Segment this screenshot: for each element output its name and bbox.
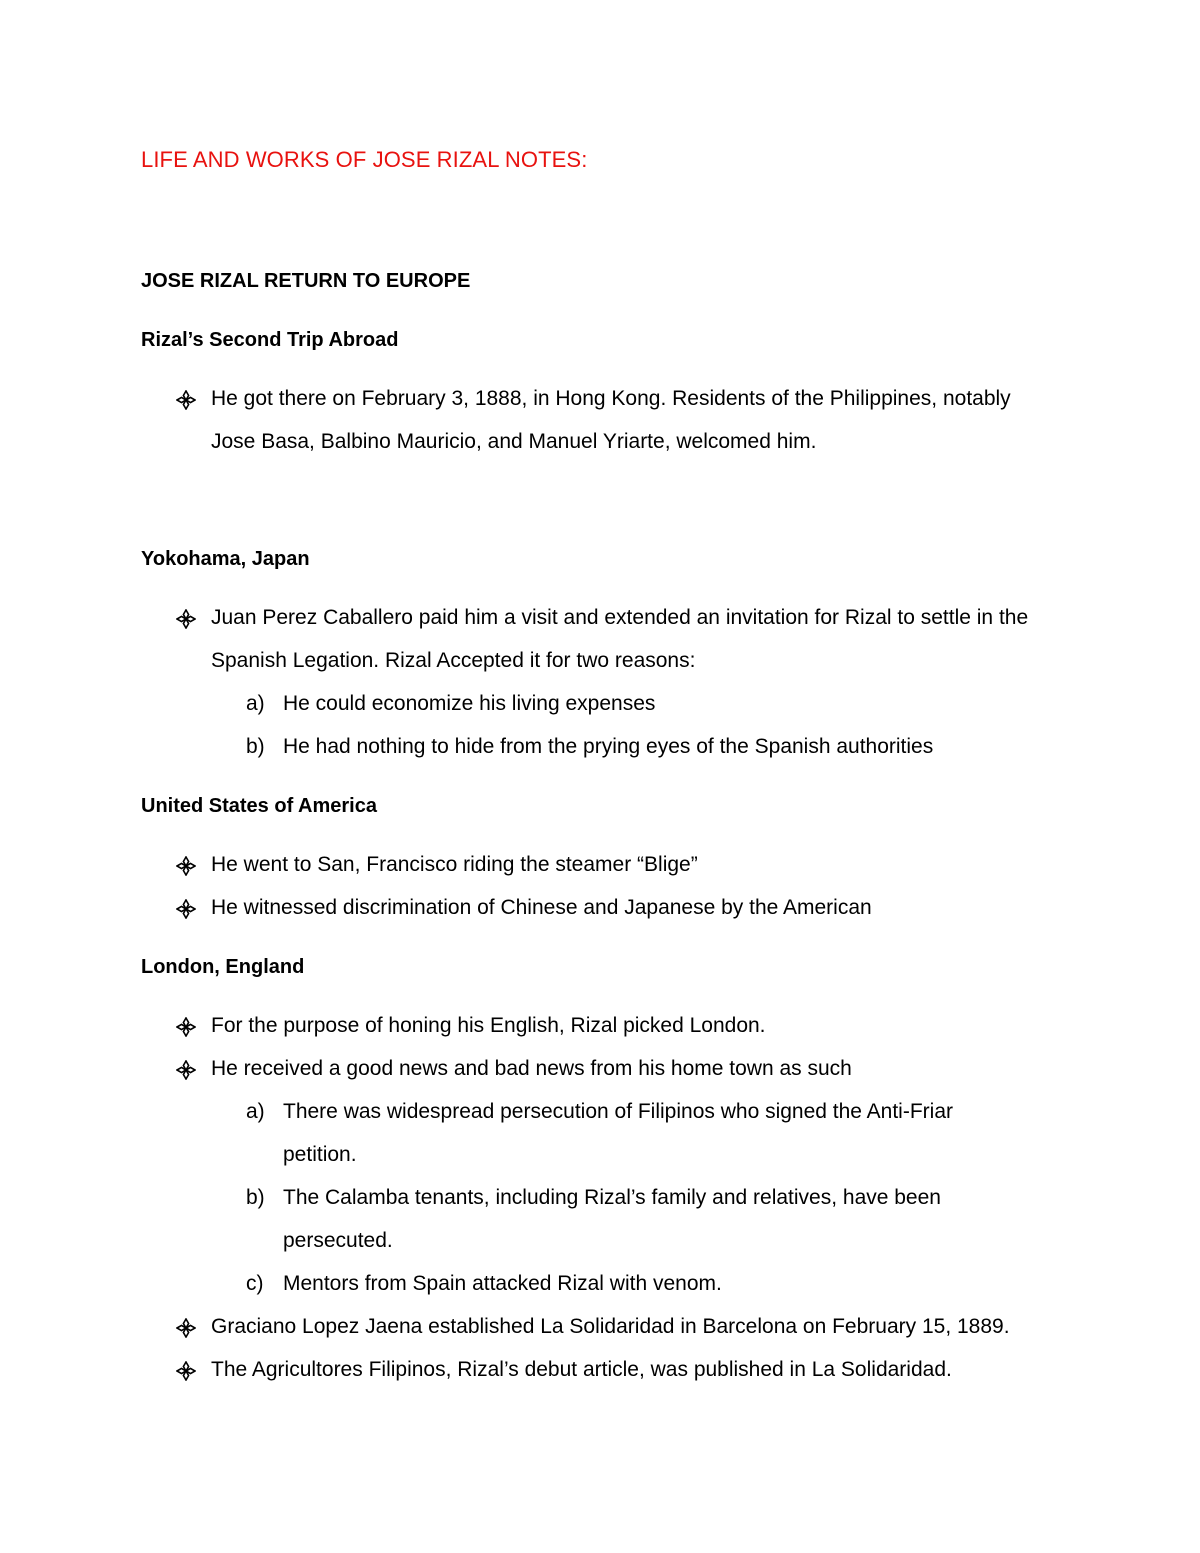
bullet-line: The Agricultores Filipinos, Rizal’s debut article, was published in La Solidaridad. (211, 1358, 952, 1381)
section-heading-yokohama: Yokohama, Japan (141, 548, 310, 570)
bullet-line: Spanish Legation. Rizal Accepted it for two reasons: (211, 649, 696, 672)
sub-item-text: He had nothing to hide from the prying eyes of the Spanish authorities (283, 735, 934, 758)
section-heading-london: London, England (141, 956, 305, 978)
sub-item-text: The Calamba tenants, including Rizal’s family and relatives, have been (283, 1186, 941, 1209)
main-heading: JOSE RIZAL RETURN TO EUROPE (141, 270, 471, 292)
sub-item-marker: b) (246, 735, 265, 758)
bullet-line: Juan Perez Caballero paid him a visit and extended an invitation for Rizal to settle in the (211, 606, 1029, 629)
bullet-line: He went to San, Francisco riding the steamer “Blige” (211, 853, 698, 876)
bullet-line: He received a good news and bad news from his home town as such (211, 1057, 852, 1080)
section-heading-second-trip: Rizal’s Second Trip Abroad (141, 329, 399, 351)
sub-item-marker: c) (246, 1272, 264, 1295)
bullet-line: He got there on February 3, 1888, in Hong Kong. Residents of the Philippines, notably (211, 387, 1011, 410)
four-diamond-bullet-icon (176, 390, 196, 410)
four-diamond-bullet-icon (176, 1361, 196, 1381)
four-diamond-bullet-icon (176, 1060, 196, 1080)
four-diamond-bullet-icon (176, 856, 196, 876)
sub-item-text: He could economize his living expenses (283, 692, 656, 715)
four-diamond-bullet-icon (176, 609, 196, 629)
document-title: LIFE AND WORKS OF JOSE RIZAL NOTES: (141, 147, 588, 172)
sub-item-marker: a) (246, 1100, 265, 1123)
bullet-line: He witnessed discrimination of Chinese and Japanese by the American (211, 896, 872, 919)
four-diamond-bullet-icon (176, 1017, 196, 1037)
sub-item-text: persecuted. (283, 1229, 393, 1252)
section-heading-usa: United States of America (141, 795, 377, 817)
sub-item-text: Mentors from Spain attacked Rizal with venom. (283, 1272, 722, 1295)
four-diamond-bullet-icon (176, 899, 196, 919)
sub-item-marker: b) (246, 1186, 265, 1209)
bullet-line: Jose Basa, Balbino Mauricio, and Manuel Yriarte, welcomed him. (211, 430, 817, 453)
four-diamond-bullet-icon (176, 1318, 196, 1338)
sub-item-marker: a) (246, 692, 265, 715)
sub-item-text: There was widespread persecution of Filipinos who signed the Anti-Friar (283, 1100, 954, 1123)
sub-item-text: petition. (283, 1143, 357, 1166)
bullet-line: For the purpose of honing his English, Rizal picked London. (211, 1014, 766, 1037)
bullet-line: Graciano Lopez Jaena established La Solidaridad in Barcelona on February 15, 1889. (211, 1315, 1010, 1338)
